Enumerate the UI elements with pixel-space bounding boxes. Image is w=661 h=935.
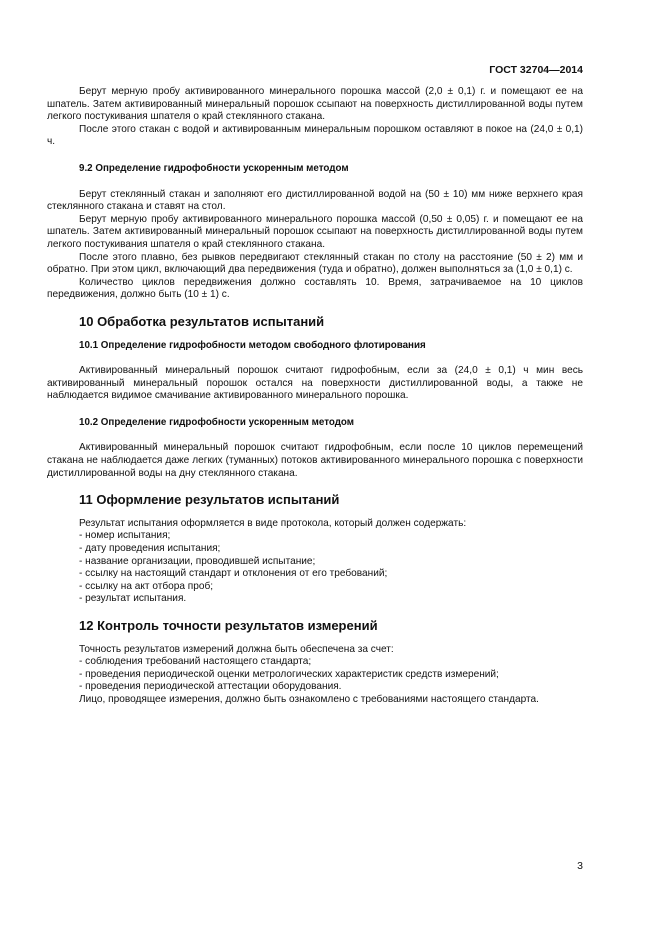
paragraph: Количество циклов передвижения должно составлять 10. Время, затрачиваемое на 10 циклов передвижения, должно быть (10 ± 1) с. [47, 276, 583, 301]
list-item: - результат испытания. [79, 593, 187, 605]
section-heading-11: 11 Оформление результатов испытаний [79, 492, 340, 508]
section-heading-10-1: 10.1 Определение гидрофобности методом свободного флотирования [79, 339, 426, 351]
paragraph: Лицо, проводящее измерения, должно быть ознакомлено с требованиями настоящего стандарта. [79, 693, 539, 705]
paragraph: После этого стакан с водой и активированным минеральным порошком оставляют в покое на (24,0 ± 0,1) ч. [47, 123, 583, 148]
document-body [47, 86, 583, 707]
list-item: - ссылку на акт отбора проб; [79, 580, 214, 592]
list-item: - номер испытания; [79, 530, 171, 542]
page-number: 3 [577, 860, 583, 872]
paragraph: После этого плавно, без рывков передвигают стеклянный стакан по столу на расстояние (50 ± 2) мм и обратно. При этом цикл, включающий два передвижения (туда и обратно), должен выполняться за (1,0 ± 0,1) с. [47, 251, 583, 276]
document-id: ГОСТ 32704—2014 [489, 64, 583, 76]
paragraph: Берут стеклянный стакан и заполняют его дистиллированной водой на (50 ± 10) мм ниже верхнего края стеклянного стакана и ставят на стол. [47, 188, 583, 213]
section-heading-12: 12 Контроль точности результатов измерений [79, 618, 378, 633]
list-item: - дату проведения испытания; [79, 543, 221, 555]
list-item: - проведения периодической оценки метрологических характеристик средств измерений; [79, 668, 499, 680]
list-item: - ссылку на настоящий стандарт и отклонения от его требований; [79, 568, 388, 580]
paragraph: Точность результатов измерений должна быть обеспечена за счет: [79, 643, 394, 655]
accuracy-items-list [47, 656, 583, 694]
list-item: - название организации, проводившей испытание; [79, 555, 316, 567]
protocol-items-list [47, 530, 583, 606]
list-item: - проведения периодической аттестации оборудования. [79, 681, 342, 693]
paragraph: Берут мерную пробу активированного минерального порошка массой (2,0 ± 0,1) г. и помещают ее на шпатель. Затем активированный минеральный порошок ссыпают на поверхность дистиллированной воды путем легкого постукивания шпателя о край стеклянного стакана. [47, 86, 583, 123]
section-heading-10-2: 10.2 Определение гидрофобности ускоренным методом [79, 416, 355, 428]
paragraph: Активированный минеральный порошок считают гидрофобным, если после 10 циклов перемещений стакана не наблюдается даже легких (туманных) потоков активированного минерального порошка с поверхности дистиллированной воды на дну стеклянного стакана. [47, 442, 583, 479]
paragraph: Активированный минеральный порошок считают гидрофобным, если за (24,0 ± 0,1) ч мин весь активированный минеральный порошок остался на поверхности дистиллированной воды, а также не наблюдается видимое смачивание активированного минерального порошка. [47, 365, 583, 402]
paragraph: Берут мерную пробу активированного минерального порошка массой (0,50 ± 0,05) г. и помещают ее на шпатель. Затем активированный минеральный порошок ссыпают на поверхность дистиллированной воды путем легкого постукивания шпателя о край стеклянного стакана. [47, 213, 583, 250]
section-heading-9-2: 9.2 Определение гидрофобности ускоренным методом [79, 162, 349, 174]
list-item: - соблюдения требований настоящего стандарта; [79, 656, 312, 668]
paragraph: Результат испытания оформляется в виде протокола, который должен содержать: [79, 517, 467, 529]
section-heading-10: 10 Обработка результатов испытаний [79, 313, 325, 329]
